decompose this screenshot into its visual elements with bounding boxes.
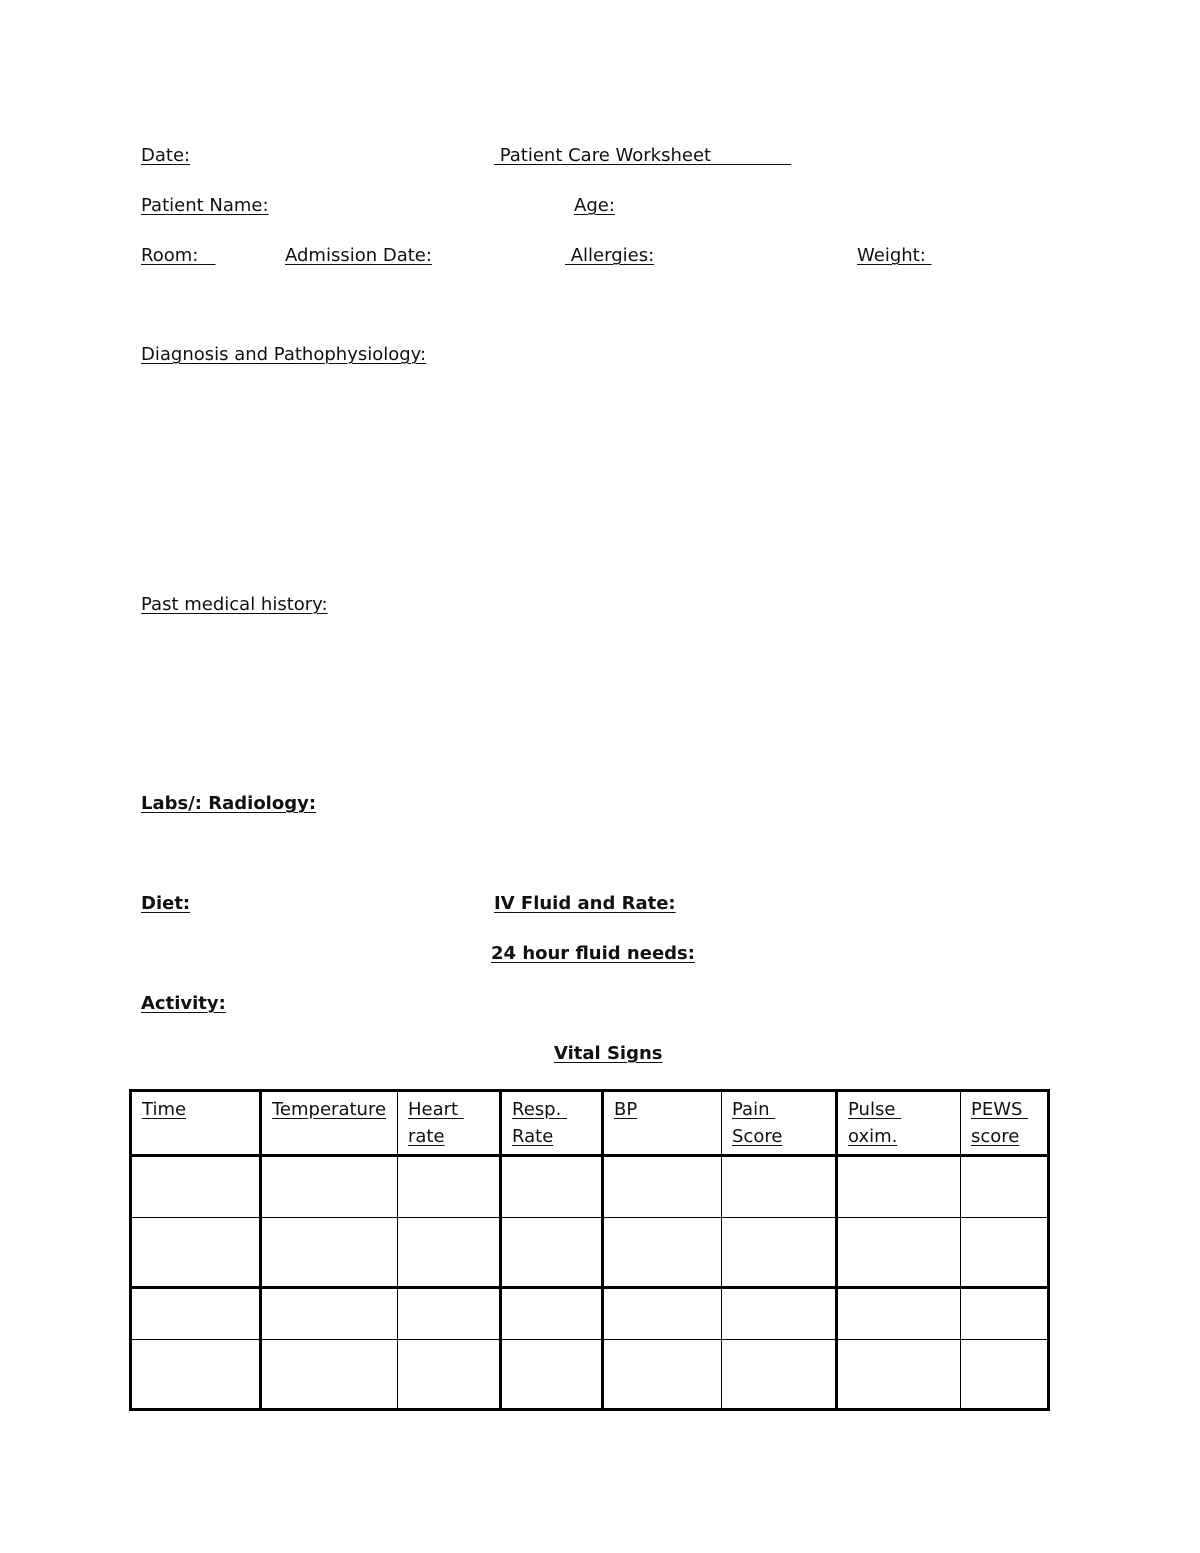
table-cell[interactable] (837, 1340, 961, 1410)
page-title: Patient Care Worksheet (494, 145, 792, 166)
table-row (131, 1156, 1049, 1218)
header-pain-score: Pain Score (732, 1099, 783, 1147)
header-pews-score: PEWS score (971, 1099, 1029, 1147)
labs-heading: Labs/: Radiology: (141, 793, 317, 814)
header-cell (722, 1091, 837, 1156)
header-cell (603, 1091, 722, 1156)
table-cell[interactable] (131, 1218, 261, 1288)
table-cell[interactable] (261, 1340, 398, 1410)
table-cell[interactable] (837, 1218, 961, 1288)
activity-heading: Activity: (141, 993, 226, 1014)
table-cell[interactable] (603, 1288, 722, 1340)
table-row (131, 1340, 1049, 1410)
header-cell (398, 1091, 501, 1156)
table-cell[interactable] (837, 1156, 961, 1218)
age-label: Age: (574, 195, 615, 216)
patient-name-label: Patient Name: (141, 195, 269, 216)
diet-heading: Diet: (141, 893, 191, 914)
iv-fluid-heading: IV Fluid and Rate: (494, 893, 676, 914)
table-cell[interactable] (261, 1156, 398, 1218)
vital-signs-title: Vital Signs (554, 1043, 663, 1064)
table-cell[interactable] (603, 1218, 722, 1288)
table-cell[interactable] (131, 1156, 261, 1218)
table-header-row (131, 1091, 1049, 1156)
header-heart-rate: Heart rate (408, 1099, 464, 1147)
table-cell[interactable] (603, 1340, 722, 1410)
table-cell[interactable] (722, 1156, 837, 1218)
table-cell[interactable] (961, 1156, 1049, 1218)
fluid-needs-heading: 24 hour fluid needs: (491, 943, 695, 964)
table-cell[interactable] (131, 1288, 261, 1340)
header-cell (837, 1091, 961, 1156)
diagnosis-heading: Diagnosis and Pathophysiology: (141, 344, 427, 365)
table-cell[interactable] (837, 1288, 961, 1340)
vital-signs-table (129, 1089, 1050, 1411)
table-cell[interactable] (131, 1340, 261, 1410)
table-cell[interactable] (398, 1340, 501, 1410)
header-cell (961, 1091, 1049, 1156)
header-pulse-oxim: Pulse oxim. (848, 1099, 902, 1147)
table-cell[interactable] (398, 1218, 501, 1288)
room-label: Room: (141, 245, 216, 266)
table-row (131, 1218, 1049, 1288)
header-cell (131, 1091, 261, 1156)
table-cell[interactable] (501, 1288, 603, 1340)
allergies-label: Allergies: (565, 245, 655, 266)
table-cell[interactable] (961, 1288, 1049, 1340)
table-cell[interactable] (722, 1218, 837, 1288)
table-cell[interactable] (398, 1288, 501, 1340)
header-temperature: Temperature (272, 1099, 387, 1120)
table-cell[interactable] (722, 1340, 837, 1410)
admission-date-label: Admission Date: (285, 245, 432, 266)
header-time: Time (142, 1099, 187, 1120)
header-bp: BP (614, 1099, 638, 1120)
past-history-heading: Past medical history: (141, 594, 328, 615)
header-cell (501, 1091, 603, 1156)
table-cell[interactable] (398, 1156, 501, 1218)
table-cell[interactable] (961, 1218, 1049, 1288)
table-cell[interactable] (261, 1288, 398, 1340)
header-cell (261, 1091, 398, 1156)
date-label: Date: (141, 145, 191, 166)
table-cell[interactable] (261, 1218, 398, 1288)
table-cell[interactable] (501, 1156, 603, 1218)
table-cell[interactable] (722, 1288, 837, 1340)
header-resp-rate: Resp. Rate (512, 1099, 568, 1147)
table-cell[interactable] (501, 1218, 603, 1288)
weight-label: Weight: (857, 245, 932, 266)
table-cell[interactable] (603, 1156, 722, 1218)
table-row (131, 1288, 1049, 1340)
table-cell[interactable] (961, 1340, 1049, 1410)
table-cell[interactable] (501, 1340, 603, 1410)
